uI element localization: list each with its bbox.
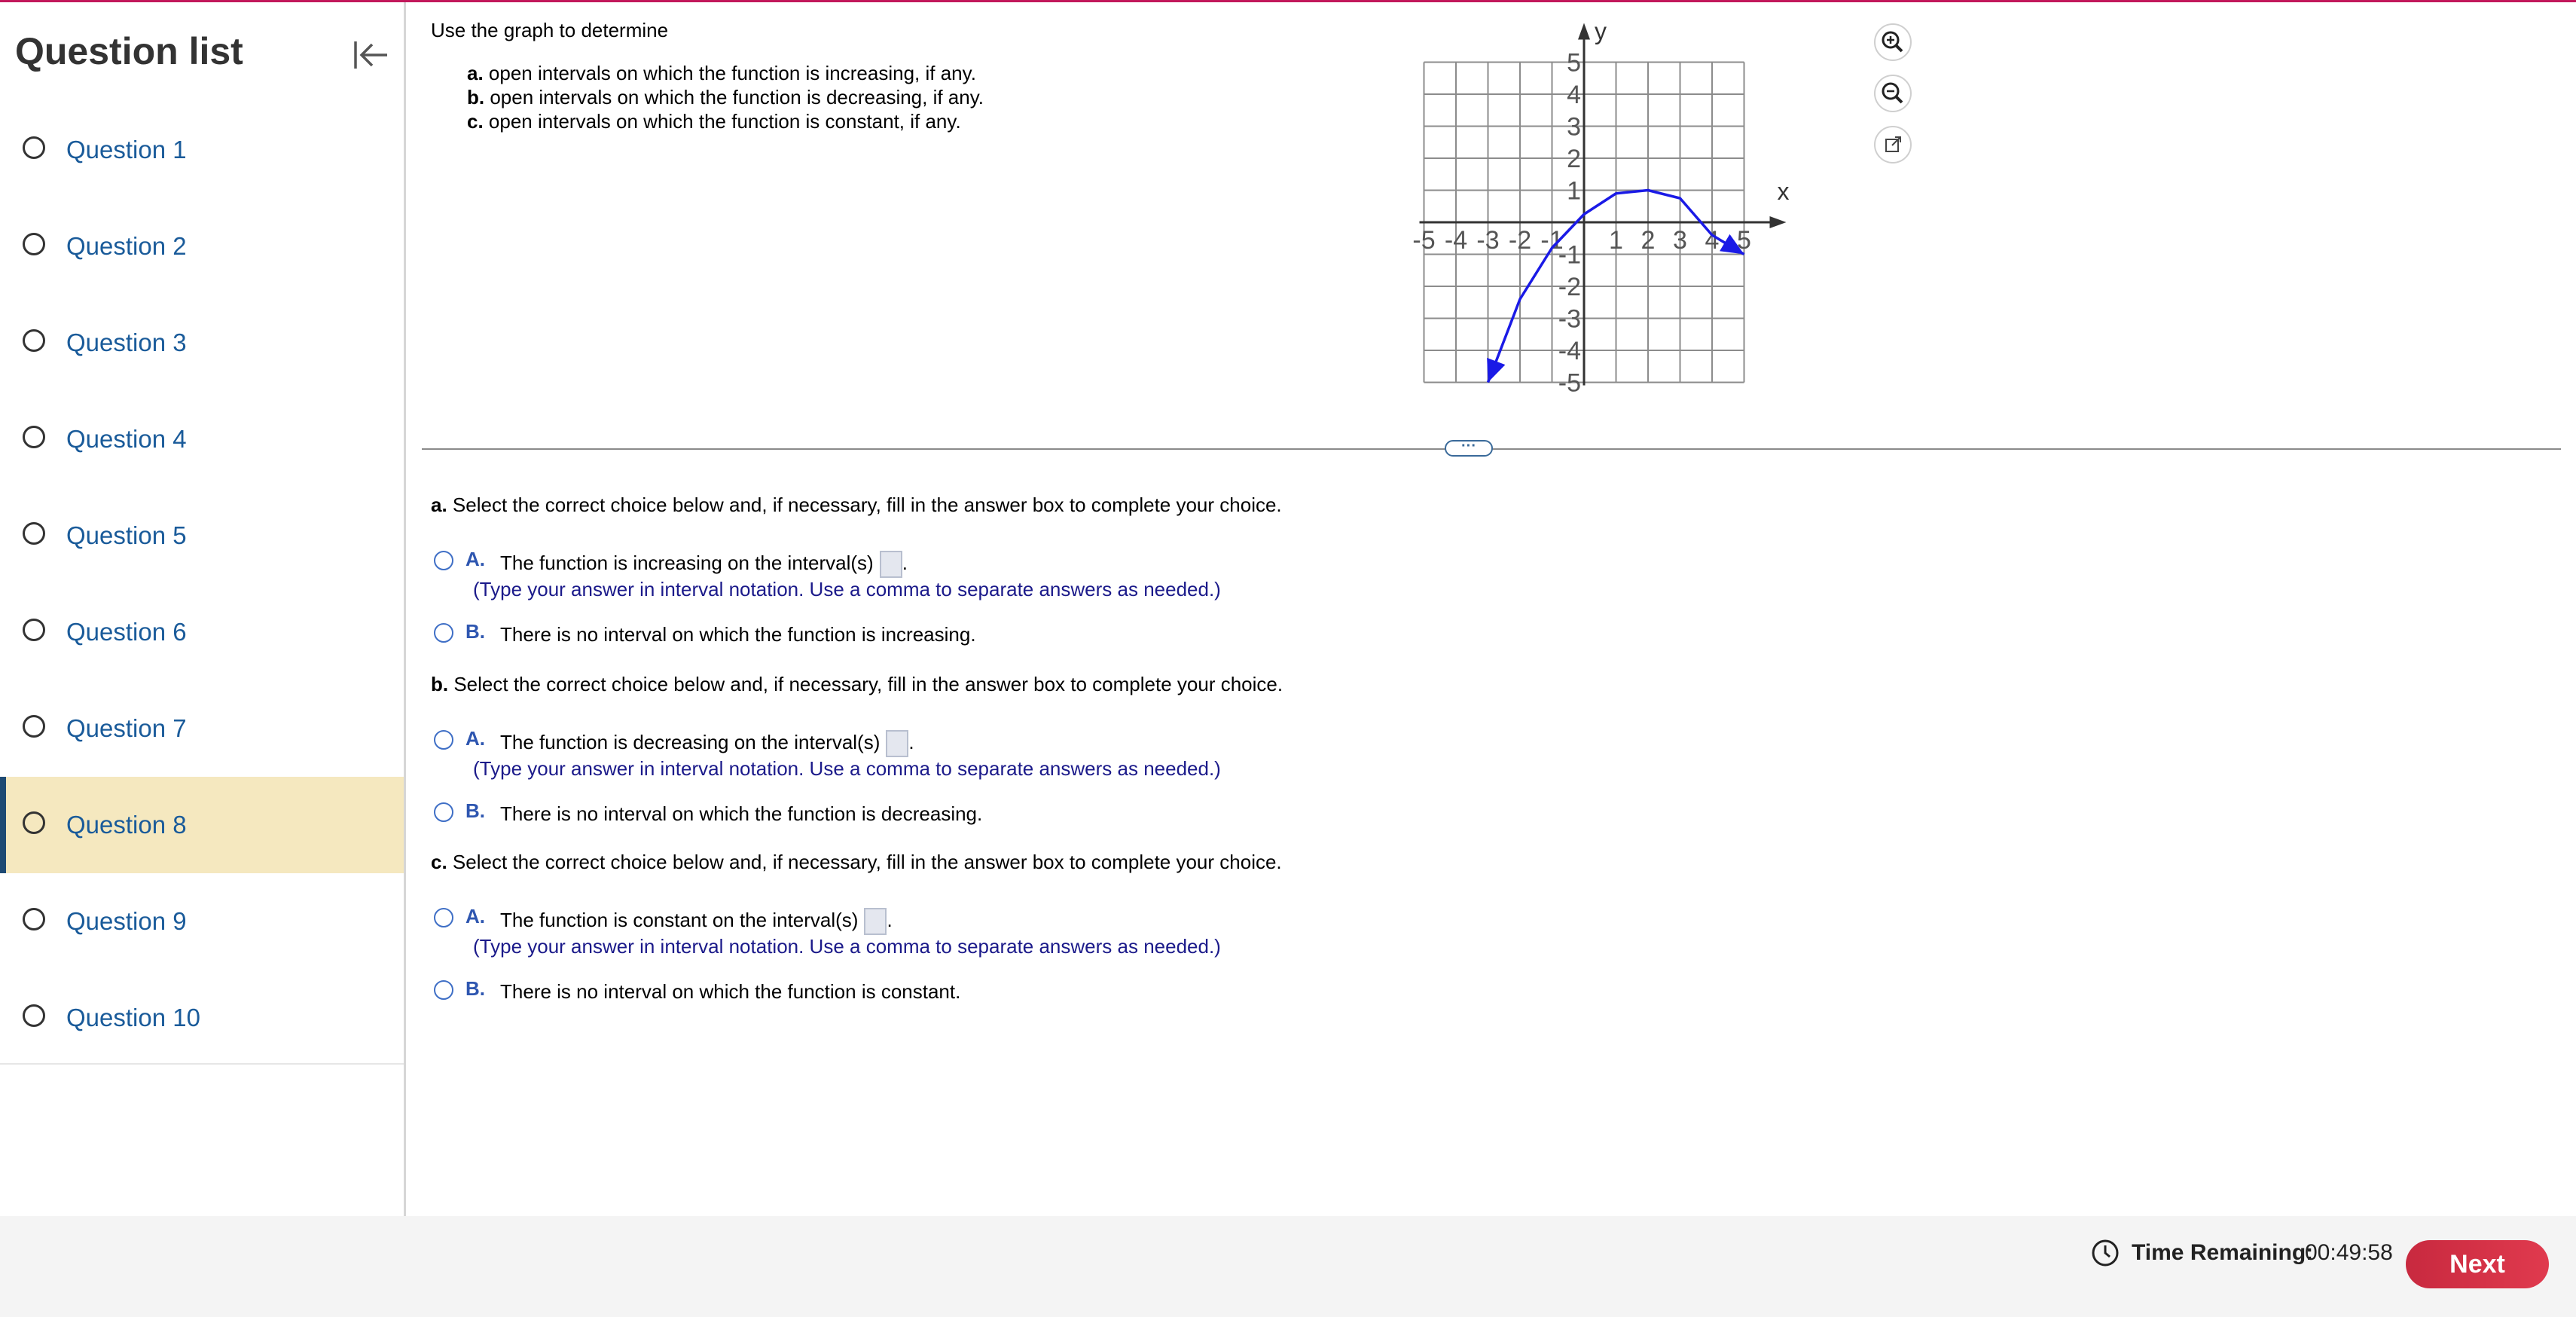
sidebar-item-label: Question 10 bbox=[66, 1004, 200, 1031]
y-tick-label: 4 bbox=[1567, 81, 1581, 109]
timer-label: Time Remaining: bbox=[2132, 1240, 2314, 1265]
part-b-option-b: B. There is no interval on which the function is decreasing. bbox=[434, 796, 1564, 842]
sidebar-item-label: Question 8 bbox=[66, 811, 187, 839]
x-tick-label: 1 bbox=[1609, 226, 1623, 255]
x-tick-label: -2 bbox=[1508, 226, 1532, 255]
question-status-icon bbox=[23, 329, 45, 352]
zoom-in-icon bbox=[1876, 25, 1910, 60]
x-tick-label: 3 bbox=[1673, 226, 1687, 255]
function-graph bbox=[1412, 17, 1845, 398]
part-c-option-a-radio[interactable] bbox=[434, 908, 453, 927]
sidebar-item-label: Question 5 bbox=[66, 521, 187, 549]
y-tick-label: -4 bbox=[1558, 337, 1581, 365]
x-tick-label: 4 bbox=[1705, 226, 1720, 255]
part-c-hint: (Type your answer in interval notation. Use a comma to separate answers as needed.) bbox=[473, 935, 1221, 958]
y-tick-label: -3 bbox=[1558, 304, 1581, 334]
x-axis-arrow bbox=[1770, 216, 1787, 228]
sidebar-item-question-5[interactable] bbox=[0, 487, 404, 584]
y-tick-label: -5 bbox=[1558, 368, 1581, 398]
part-a-option-b-radio[interactable] bbox=[434, 623, 453, 643]
part-a-hint: (Type your answer in interval notation. Use a comma to separate answers as needed.) bbox=[473, 578, 1221, 600]
sidebar-item-label: Question 6 bbox=[66, 618, 187, 646]
question-status-icon bbox=[23, 233, 45, 255]
sidebar-item-label: Question 2 bbox=[66, 232, 187, 260]
x-tick-label: -1 bbox=[1540, 226, 1564, 255]
sidebar-item-question-8[interactable] bbox=[0, 777, 404, 873]
question-status-icon bbox=[23, 715, 45, 738]
part-b-answer-box[interactable] bbox=[886, 730, 908, 757]
part-a-option-a-radio[interactable] bbox=[434, 551, 453, 570]
clock-icon bbox=[2091, 1239, 2120, 1267]
sidebar-item-question-9[interactable] bbox=[0, 873, 404, 970]
part-b-hint: (Type your answer in interval notation. Use a comma to separate answers as needed.) bbox=[473, 757, 1221, 780]
y-tick-label: 1 bbox=[1567, 176, 1581, 206]
resize-handle[interactable]: ··· bbox=[1445, 440, 1493, 457]
part-b-option-a-radio[interactable] bbox=[434, 730, 453, 750]
x-tick-label: -3 bbox=[1476, 226, 1500, 255]
question-status-icon bbox=[23, 811, 45, 834]
y-tick-label: -2 bbox=[1558, 273, 1581, 301]
y-tick-label: 5 bbox=[1567, 48, 1581, 78]
question-part-c: c. open intervals on which the function is constant, if any. bbox=[467, 110, 961, 133]
sidebar-title: Question list bbox=[15, 30, 243, 72]
part-b-option-b-radio[interactable] bbox=[434, 802, 453, 822]
zoom-out-icon bbox=[1876, 76, 1910, 111]
y-tick-label: 3 bbox=[1567, 112, 1581, 142]
sidebar-item-label: Question 4 bbox=[66, 425, 187, 453]
part-c-answer-box[interactable] bbox=[864, 908, 887, 935]
external-link-icon bbox=[1876, 127, 1910, 162]
sidebar-item-question-6[interactable] bbox=[0, 584, 404, 680]
part-a-option-b: B. There is no interval on which the function is increasing. bbox=[434, 617, 1564, 662]
part-a-prompt: a. Select the correct choice below and, if necessary, fill in the answer box to complete your choice. bbox=[431, 493, 1282, 516]
y-tick-label: -1 bbox=[1558, 240, 1581, 270]
x-tick-label: 2 bbox=[1641, 226, 1656, 255]
part-c-option-b-radio[interactable] bbox=[434, 980, 453, 1000]
curve-arrow-left bbox=[1487, 358, 1505, 383]
part-c-option-b: B. There is no interval on which the function is constant. bbox=[434, 974, 1564, 1019]
x-tick-label: 5 bbox=[1737, 226, 1751, 255]
zoom-out-button[interactable] bbox=[1874, 75, 1912, 112]
sidebar-item-label: Question 3 bbox=[66, 328, 187, 356]
sidebar-item-label: Question 7 bbox=[66, 714, 187, 742]
question-part-a: a. open intervals on which the function is increasing, if any. bbox=[467, 62, 976, 84]
question-panel bbox=[407, 2, 2576, 1217]
question-intro: Use the graph to determine bbox=[431, 19, 669, 41]
part-a-answer-box[interactable] bbox=[880, 551, 902, 578]
part-a-option-a: A. The function is increasing on the interval(s) . bbox=[434, 545, 1564, 590]
open-external-button[interactable] bbox=[1874, 126, 1912, 163]
part-c-prompt: c. Select the correct choice below and, if necessary, fill in the answer box to complete your choice. bbox=[431, 851, 1282, 873]
zoom-in-button[interactable] bbox=[1874, 23, 1912, 61]
question-status-icon bbox=[23, 426, 45, 448]
collapse-sidebar-icon[interactable] bbox=[348, 32, 393, 78]
y-axis-arrow bbox=[1578, 23, 1590, 40]
sidebar-item-label: Question 1 bbox=[66, 136, 187, 163]
sidebar-item-question-10[interactable] bbox=[0, 970, 404, 1066]
part-c-option-a: A. The function is constant on the interval(s) . bbox=[434, 902, 1564, 947]
question-status-icon bbox=[23, 136, 45, 159]
question-list bbox=[0, 102, 404, 1066]
x-tick-label: -5 bbox=[1412, 226, 1436, 255]
part-b-prompt: b. Select the correct choice below and, if necessary, fill in the answer box to complete your choice. bbox=[431, 673, 1283, 695]
y-tick-label: 2 bbox=[1567, 145, 1581, 173]
question-status-icon bbox=[23, 619, 45, 641]
question-status-icon bbox=[23, 522, 45, 545]
sidebar-item-question-1[interactable] bbox=[0, 102, 404, 198]
next-button[interactable]: Next bbox=[2406, 1240, 2549, 1288]
x-axis-label: x bbox=[1777, 178, 1790, 205]
sidebar-item-question-4[interactable] bbox=[0, 391, 404, 487]
timer-value: 00:49:58 bbox=[2305, 1240, 2393, 1265]
sidebar-item-question-2[interactable] bbox=[0, 198, 404, 295]
footer-bar bbox=[0, 1216, 2576, 1317]
question-list-sidebar bbox=[0, 2, 406, 1217]
part-b-option-a: A. The function is decreasing on the interval(s) . bbox=[434, 724, 1564, 769]
sidebar-item-label: Question 9 bbox=[66, 907, 187, 935]
sidebar-divider bbox=[0, 1063, 404, 1065]
sidebar-item-question-3[interactable] bbox=[0, 295, 404, 391]
sidebar-item-question-7[interactable] bbox=[0, 680, 404, 777]
y-axis-label: y bbox=[1595, 17, 1607, 45]
question-status-icon bbox=[23, 1004, 45, 1027]
x-tick-label: -4 bbox=[1444, 226, 1468, 255]
question-part-b: b. open intervals on which the function is decreasing, if any. bbox=[467, 86, 984, 108]
question-parts bbox=[467, 61, 984, 133]
question-status-icon bbox=[23, 908, 45, 930]
